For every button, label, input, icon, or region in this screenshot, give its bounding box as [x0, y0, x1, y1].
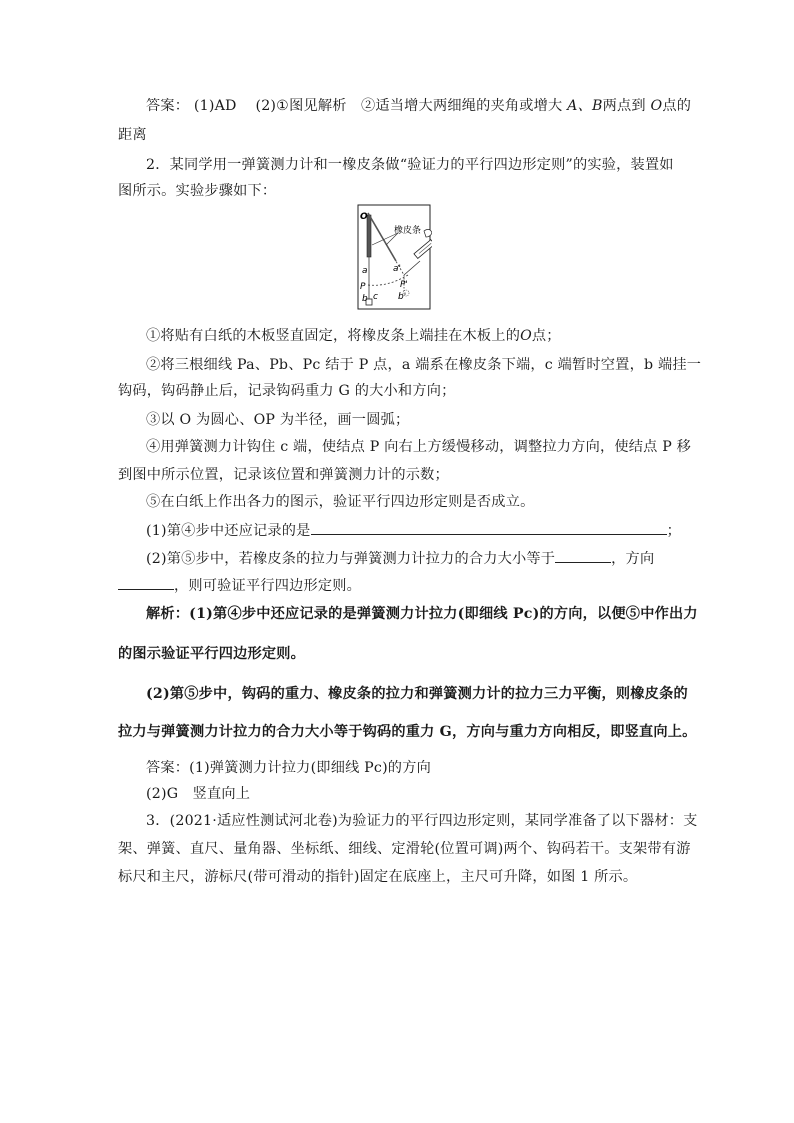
sub-question-1: [146, 520, 706, 541]
sub-question-2-text: (2)第⑤步中，若橡皮条的拉力与弹簧测力计拉力的合力大小等于: [146, 551, 556, 567]
step-1: [146, 326, 706, 346]
label-O: O: [360, 212, 368, 222]
answer-part-2b: 两点到: [602, 98, 646, 114]
sub-question-1-text: (1)第④步中还应记录的是: [146, 523, 311, 539]
label-rubber-band: 橡皮条: [394, 226, 422, 236]
label-P: P: [360, 282, 366, 292]
step-2-line-1: ②将三根细线 Pa、Pb、Pc 结于 P 点，a 端系在橡皮条下端，c 端暂时空置，b 端挂一: [146, 357, 702, 373]
analysis-line-3: (2)第⑤步中，钩码的重力、橡皮条的拉力和弹簧测力计的拉力三力平衡，则橡皮条的: [146, 686, 688, 702]
analysis-line-2: 的图示验证平行四边形定则。: [118, 646, 306, 662]
sub-question-2-line-2: [118, 575, 678, 596]
label-b: b: [362, 294, 368, 304]
answer-1-cont: 距离: [118, 127, 147, 143]
q3-line-2: 架、弹簧、直尺、量角器、坐标纸、细线、定滑轮(位置可调)两个、钩码若干。支架带有游: [118, 841, 691, 857]
step-1-o: O: [520, 328, 532, 344]
q3-line-1: 3．(2021·适应性测试河北卷)为验证力的平行四边形定则，某同学准备了以下器材：支: [146, 813, 698, 829]
label-a: a: [362, 266, 368, 276]
step-5: ⑤在白纸上作出各力的图示，验证平行四边形定则是否成立。: [146, 494, 535, 510]
label-c: c: [373, 292, 378, 302]
experiment-diagram: [356, 203, 432, 311]
answer-2-line-1: 答案：(1)弹簧测力计拉力(即细线 Pc)的方向: [146, 760, 431, 776]
experiment-figure: [356, 203, 432, 311]
answer-o: O: [650, 98, 663, 114]
q2-intro-2: 图所示。实验步骤如下：: [118, 183, 277, 199]
answer-blank-2[interactable]: [555, 548, 611, 563]
answer-part-2c: 点的: [662, 98, 692, 114]
q2-intro-1: 2．某同学用一弹簧测力计和一橡皮条做“验证力的平行四边形定则”的实验，装置如: [146, 157, 674, 173]
step-4-line-2: 到图中所示位置，记录该位置和弹簧测力计的示数；: [118, 467, 449, 483]
analysis-line-1: 解析：(1)第④步中还应记录的是弹簧测力计拉力(即细线 Pc)的方向，以便⑤中作出力: [146, 606, 698, 622]
answer-2-line-2: (2)G 竖直向上: [146, 786, 251, 802]
sub-question-2-direction: ，方向: [611, 551, 655, 567]
answer-part-2: (2)①图见解析 ②适当增大两细绳的夹角或增大: [255, 98, 563, 114]
step-3: ③以 O 为圆心、OP 为半径，画一圆弧；: [146, 412, 410, 428]
label-P-prime: P': [400, 280, 408, 290]
q3-line-3: 标尺和主尺，游标尺(带可滑动的指针)固定在底座上，主尺可升降，如图 1 所示。: [118, 869, 638, 885]
answer-part-1: (1)AD: [193, 98, 237, 114]
analysis-line-4: 拉力与弹簧测力计拉力的合力大小等于钩码的重力 G，方向与重力方向相反，即竖直向上。: [118, 724, 697, 740]
step-1-text: ①将贴有白纸的木板竖直固定，将橡皮条上端挂在木板上的: [146, 328, 521, 344]
answer-label: 答案：: [146, 98, 190, 114]
label-a-prime: a': [393, 264, 401, 274]
label-b-prime: b': [398, 292, 407, 302]
answer-blank-1[interactable]: [311, 520, 667, 535]
answer-blank-3[interactable]: [118, 575, 174, 590]
answer-1-line: [146, 96, 706, 116]
sub-question-1-end: ；: [666, 523, 681, 539]
sub-question-2-line-1: [146, 548, 706, 569]
sub-question-2-end: ，则可验证平行四边形定则。: [174, 578, 362, 594]
answer-ab: A、B: [567, 98, 603, 114]
step-1-end: 点；: [531, 328, 561, 344]
step-2-line-2: 钩码，钩码静止后，记录钩码重力 G 的大小和方向；: [118, 383, 456, 399]
step-4-line-1: ④用弹簧测力计钩住 c 端，使结点 P 向右上方缓慢移动，调整拉力方向，使结点 P 移: [146, 439, 692, 455]
